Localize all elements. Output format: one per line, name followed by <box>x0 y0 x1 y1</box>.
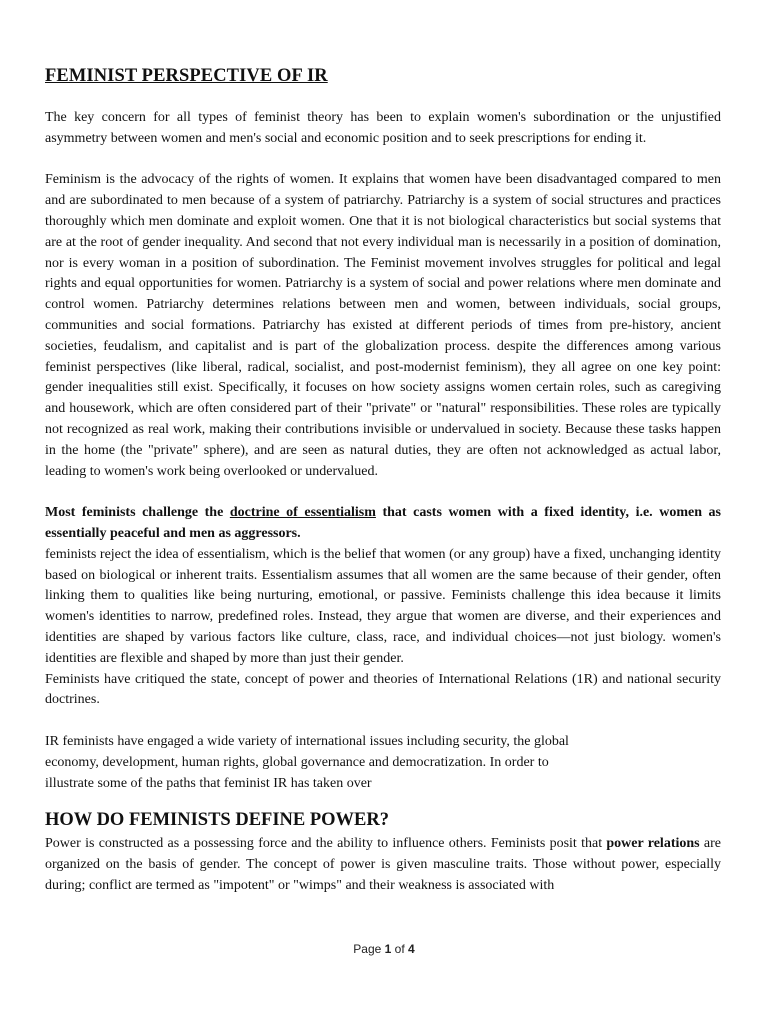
ir-feminists-line-2: economy, development, human rights, global governance and democratization. In order to <box>45 754 549 770</box>
page-number-footer <box>0 942 768 956</box>
page-content <box>45 64 721 897</box>
essentialism-thesis-part-a: Most feminists challenge the <box>45 505 230 521</box>
paragraph-power <box>45 834 721 896</box>
paragraph-spacer <box>45 711 721 732</box>
power-text-part-a: Power is constructed as a possessing force and the ability to influence others. Feminists posit that <box>45 836 607 852</box>
power-relations-term: power relations <box>606 836 700 852</box>
paragraph-intro: The key concern for all types of feminist theory has been to explain women's subordination or the unjustified asymmetry between women and men's social and economic position and to seek prescriptions for ending it. <box>45 110 721 146</box>
footer-current-page: 1 <box>384 942 392 956</box>
ir-feminists-line-1: IR feminists have engaged a wide variety of international issues including security, the global <box>45 733 569 749</box>
paragraph-spacer <box>45 150 721 171</box>
paragraph-feminism-definition: Feminism is the advocacy of the rights of women. It explains that women have been disadvantaged compared to men and are subordinated to men because of a system of patriarchy. Patriarchy is a system of social structures and practices thoroughly which men dominate and exploit women. One that it is not biological characteristics but social systems that are at the root of gender inequality. And second that not every individual man is necessarily in a position of domination, nor is every woman in a position of subordination. The Feminist movement involves struggles for political and legal rights and equal opportunities for women. Patriarchy is a system of social and power relations where men dominate and control women. Patriarchy determines relations between men and women, between individuals, social groups, communities and social formations. Patriarchy has existed at different periods of times from pre-history, ancient societies, feudalism, and capitalist and is part of the globalization process. despite the differences among various feminist perspectives (like liberal, radical, socialist, and post-modernist feminism), they all agree on one key point: gender inequalities still exist. Specifically, it focuses on how society assigns women certain roles, such as caregiving and housework, which are often considered part of their "private" or "natural" responsibilities. These roles are typically not recognized as real work, making their contributions invisible or undervalued in society. Because these tasks happen in the home (the "private" sphere), and are seen as natural duties, they are often not acknowledged as actual labor, leading to women's work being overlooked or undervalued. <box>45 172 721 479</box>
footer-prefix: Page <box>353 942 385 956</box>
paragraph-essentialism-thesis <box>45 503 721 545</box>
section-heading-power: HOW DO FEMINISTS DEFINE POWER? <box>45 810 390 831</box>
document-title: FEMINIST PERSPECTIVE OF IR <box>45 66 328 86</box>
footer-middle: of <box>391 942 409 956</box>
power-text-part-b: are organized on the basis of gender. The concept of power is given masculine traits. Those without power, especially during; conflict are termed as "impotent" or "wimps" and their weakness is associated with <box>45 836 722 893</box>
paragraph-critiques: Feminists have critiqued the state, concept of power and theories of International Relations (1R) and national security doctrines. <box>45 671 721 708</box>
doctrine-of-essentialism-link[interactable]: doctrine of essentialism <box>229 505 376 521</box>
ir-feminists-line-3: illustrate some of the paths that feminist IR has taken over <box>45 775 372 791</box>
essentialism-thesis-part-b: that casts women with a fixed identity, i.e. women as essentially peaceful and men as aggressors. <box>45 505 721 541</box>
paragraph-essentialism-critique: feminists reject the idea of essentialism, which is the belief that women (or any group) have a fixed, unchanging identity based on biological or inherent traits. Essentialism assumes that all women are the same because of their gender, often linking them to qualities like being nurturing, emotional, or passive. Feminists challenge this idea because it limits women's identities to narrow, predefined roles. Instead, they argue that women are diverse, and their experiences and identities are shaped by various factors like culture, class, race, and individual choices—not just biology. women's identities are flexible and shaped by more than just their gender. <box>45 546 721 666</box>
footer-total-pages: 4 <box>408 942 415 956</box>
paragraph-spacer <box>45 482 721 503</box>
paragraph-ir-feminists <box>45 732 721 794</box>
